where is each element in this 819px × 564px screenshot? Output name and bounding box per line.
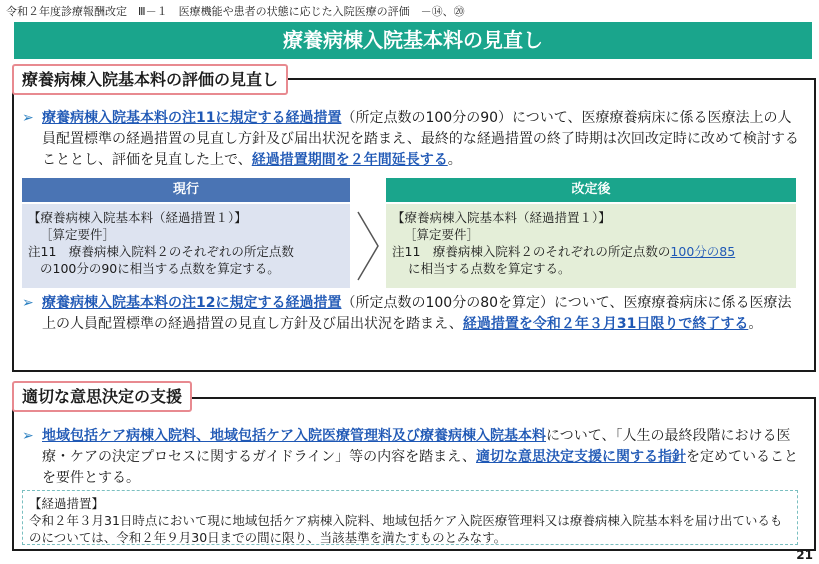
page-title: 療養病棟入院基本料の見直し [14,22,812,59]
revised-line1: 【療養病棟入院基本料（経過措置１）】 [392,210,611,225]
link-extend-period[interactable]: 経過措置期間を２年間延長する [251,152,448,168]
bullet3-text: について、「人生の最終段階における医療・ケアの決定プロセスに関するガイドライン」等の内容を踏まえ、 [42,428,791,465]
bullet1-end: 。 [447,152,462,168]
note-text: 令和２年３月31日時点において現に地域包括ケア病棟入院料、地域包括ケア入院医療管理料又は療養病棟入院基本料を届け出ているものについては、令和２年９月30日までの間に限り、当該基準を満たすものとみなす。 [29,513,783,545]
bullet1-text: （所定点数の100分の90）について、医療療養病床に係る医療法上の人員配置標準の経過措置の見直し方針及び届出状況を踏まえ、最終的な経過措置の終了時期は次回改定時に改めて検討することとし、評価を見直した上で、 [42,110,799,168]
current-header: 現行 [22,178,350,202]
current-line2: ［算定要件］ [40,227,116,242]
current-box [22,204,350,288]
revised-header: 改定後 [386,178,796,202]
link-guideline[interactable]: 適切な意思決定支援に関する指針 [476,449,686,465]
transitional-note [22,490,798,545]
note-title: 【経過措置】 [29,496,105,511]
page-number: 21 [796,548,813,562]
arrow-bullet-icon: ➢ [22,428,34,444]
link-note11[interactable]: 療養病棟入院基本料の注11に規定する経過措置 [42,110,342,126]
link-note12[interactable]: 療養病棟入院基本料の注12に規定する経過措置 [42,295,342,311]
arrow-right-icon [354,206,384,286]
current-line1: 【療養病棟入院基本料（経過措置１）】 [28,210,247,225]
revised-line4: に相当する点数を算定する。 [408,261,571,276]
breadcrumb: 令和２年度診療報酬改定 Ⅲ－１ 医療機能や患者の状態に応じた入院医療の評価 －⑭、⑳ [6,5,465,18]
current-line4: の100分の90に相当する点数を算定する。 [40,261,280,276]
arrow-bullet-icon: ➢ [22,295,34,311]
section-title-evaluation-review: 療養病棟入院基本料の評価の見直し [12,64,288,95]
link-end-measure[interactable]: 経過措置を令和２年３月31日限りで終了する [462,316,749,332]
bullet2-end: 。 [748,316,763,332]
revised-line3: 注11 療養病棟入院料２のそれぞれの所定点数の [392,244,671,259]
link-ward-fees[interactable]: 地域包括ケア病棟入院料、地域包括ケア入院医療管理料及び療養病棟入院基本料 [42,428,546,444]
bullet-item-1 [22,108,800,171]
arrow-bullet-icon: ➢ [22,110,34,126]
revised-line2: ［算定要件］ [404,227,480,242]
bullet-item-2 [22,293,800,335]
section-title-decision-support: 適切な意思決定の支援 [12,381,192,412]
bullet2-text: （所定点数の100分の80を算定）について、医療療養病床に係る医療法上の人員配置標準の経過措置の見直し方針及び届出状況を踏まえ、 [42,295,792,332]
bullet3-end: を定めていることを要件とする。 [42,449,798,486]
revised-changed-value: 100分の85 [670,244,736,259]
revised-box [386,204,796,288]
bullet-item-3 [22,426,800,489]
current-line3: 注11 療養病棟入院料２のそれぞれの所定点数 [28,244,294,259]
